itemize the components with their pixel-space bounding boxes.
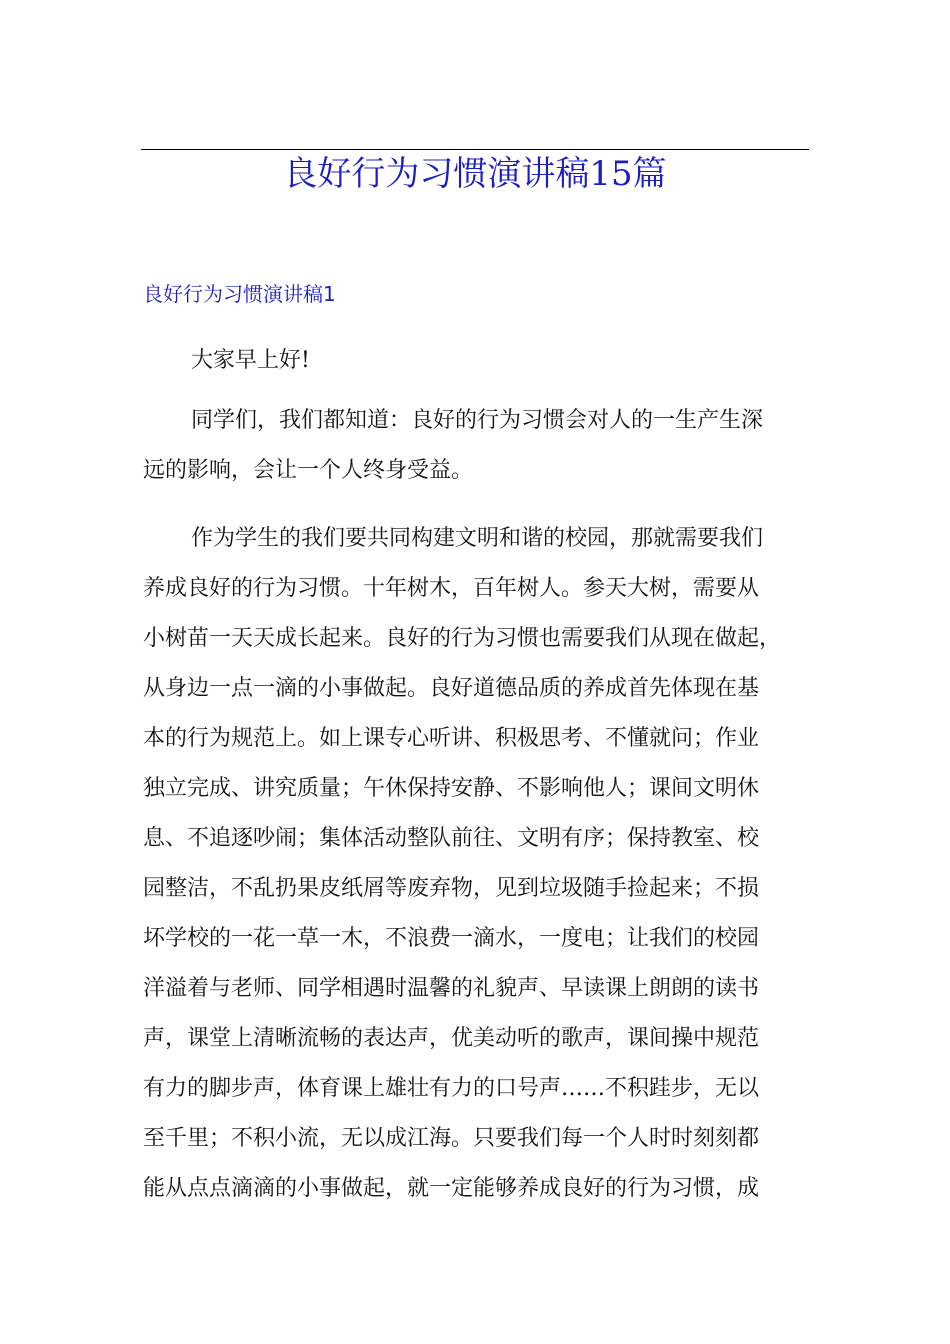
section-heading: 良好行为习惯演讲稿1: [143, 282, 336, 306]
paragraph-line: 从身边一点一滴的小事做起。良好道德品质的养成首先体现在基: [143, 676, 760, 701]
paragraph-line: 本的行为规范上。如上课专心听讲、积极思考、不懂就问；作业: [143, 726, 760, 751]
paragraph-line: 息、不追逐吵闹；集体活动整队前往、文明有序；保持教室、校: [143, 826, 760, 851]
paragraph-line: 洋溢着与老师、同学相遇时温馨的礼貌声、早读课上朗朗的读书: [143, 976, 760, 1001]
paragraph-line: 同学们，我们都知道：良好的行为习惯会对人的一生产生深: [191, 408, 764, 433]
paragraph-line: 能从点点滴滴的小事做起，就一定能够养成良好的行为习惯，成: [143, 1176, 760, 1201]
paragraph-line: 园整洁，不乱扔果皮纸屑等废弃物，见到垃圾随手捡起来；不损: [143, 876, 760, 901]
paragraph-line: 独立完成、讲究质量；午休保持安静、不影响他人；课间文明休: [143, 776, 760, 801]
paragraph-line: 大家早上好!: [191, 348, 310, 373]
paragraph-line: 至千里；不积小流，无以成江海。只要我们每一个人时时刻刻都: [143, 1126, 760, 1151]
paragraph-line: 有力的脚步声，体育课上雄壮有力的口号声……不积跬步，无以: [143, 1076, 760, 1101]
paragraph-line: 声，课堂上清晰流畅的表达声，优美动听的歌声，课间操中规范: [143, 1026, 760, 1051]
paragraph-line: 坏学校的一花一草一木，不浪费一滴水，一度电；让我们的校园: [143, 926, 760, 951]
paragraph-line: 养成良好的行为习惯。十年树木，百年树人。参天大树，需要从: [143, 576, 760, 601]
paragraph-line: 作为学生的我们要共同构建文明和谐的校园，那就需要我们: [191, 526, 764, 551]
greeting-paragraph: [143, 336, 811, 386]
body-paragraph: [143, 514, 811, 1214]
document-title: 良好行为习惯演讲稿15篇: [283, 154, 667, 194]
paragraph-line: 小树苗一天天成长起来。良好的行为习惯也需要我们从现在做起，: [143, 626, 782, 651]
intro-paragraph: [143, 396, 811, 496]
paragraph-line: 远的影响，会让一个人终身受益。: [143, 458, 474, 483]
